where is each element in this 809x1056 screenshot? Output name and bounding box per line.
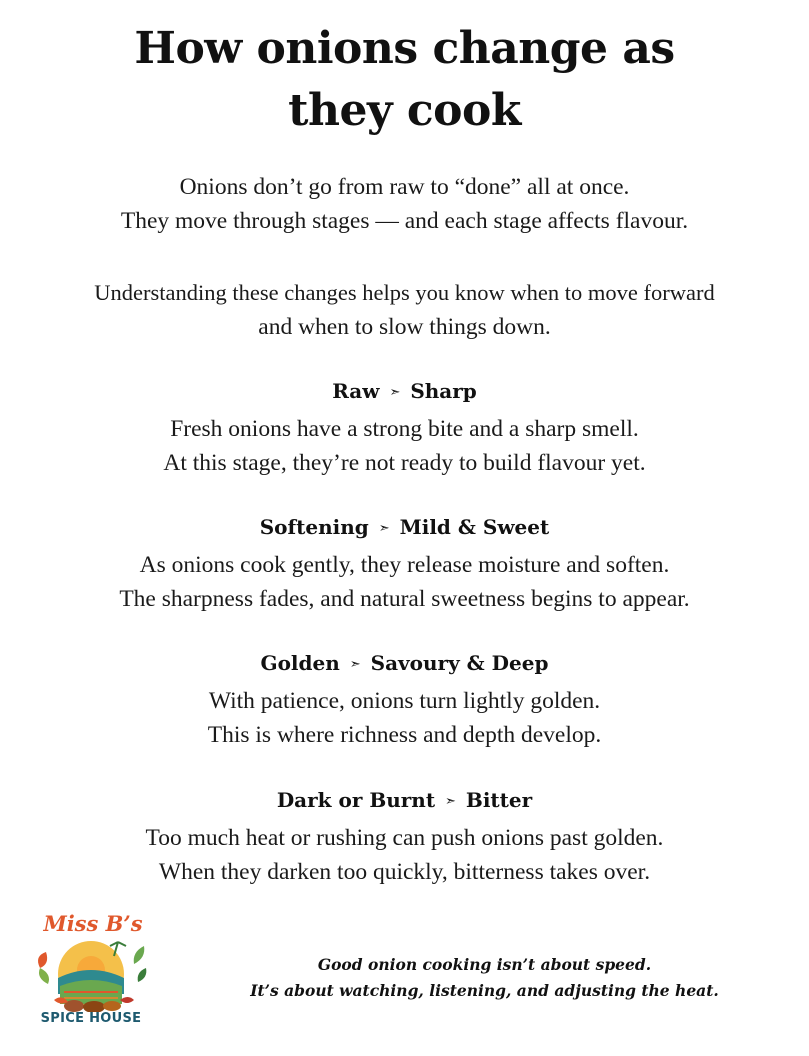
stage-name: Softening	[259, 515, 369, 539]
tagline-line: It’s about watching, listening, and adjusting the heat.	[250, 981, 719, 1000]
intro-paragraph-2	[0, 276, 809, 344]
intro-line: Onions don’t go from raw to “done” all at once.	[179, 174, 630, 200]
stage-description: As onions cook gently, they release moisture and soften.	[139, 552, 670, 578]
brand-logo	[26, 910, 156, 1035]
arrow-icon: ➣	[378, 521, 390, 536]
stage-heading	[0, 646, 809, 684]
stage-result: Sharp	[410, 379, 477, 403]
arrow-icon: ➣	[389, 385, 401, 400]
intro-line: They move through stages — and each stage affects flavour.	[120, 208, 689, 234]
farm-landscape-icon	[34, 934, 148, 1012]
tagline-line: Good onion cooking isn’t about speed.	[317, 955, 652, 974]
stage-result: Savoury & Deep	[370, 651, 549, 675]
stage-section	[0, 783, 809, 889]
stage-section	[0, 646, 809, 752]
stage-name: Raw	[332, 379, 380, 403]
intro-paragraph-1	[0, 170, 809, 238]
stage-result: Bitter	[465, 788, 533, 812]
closing-tagline	[160, 952, 809, 1004]
arrow-icon: ➣	[445, 794, 456, 809]
intro-line: and when to slow things down.	[258, 314, 551, 340]
stage-description: Too much heat or rushing can push onions past golden.	[145, 825, 664, 851]
logo-subtitle: SPICE HOUSE	[40, 1011, 142, 1026]
stage-heading	[0, 374, 809, 412]
title-line-1: How onions change as	[134, 23, 675, 74]
stage-heading	[0, 783, 809, 821]
intro-line: Understanding these changes helps you know when to move forward	[94, 280, 715, 305]
stage-section	[0, 374, 809, 480]
stage-description: The sharpness fades, and natural sweetness begins to appear.	[119, 586, 690, 612]
stage-description: Fresh onions have a strong bite and a sharp smell.	[170, 416, 639, 442]
page-title	[0, 18, 809, 142]
stage-name: Golden	[260, 651, 340, 675]
stage-heading	[0, 510, 809, 548]
arrow-icon: ➣	[349, 657, 361, 672]
logo-name: Miss B’s	[43, 911, 143, 936]
stage-description: When they darken too quickly, bitterness takes over.	[158, 859, 651, 885]
stage-name: Dark or Burnt	[276, 788, 436, 812]
title-line-2: they cook	[288, 85, 521, 136]
stage-description: With patience, onions turn lightly golden.	[208, 688, 601, 714]
stage-description: This is where richness and depth develop.	[207, 722, 602, 748]
stage-section	[0, 510, 809, 616]
stage-description: At this stage, they’re not ready to build flavour yet.	[163, 450, 646, 476]
stage-result: Mild & Sweet	[399, 515, 550, 539]
